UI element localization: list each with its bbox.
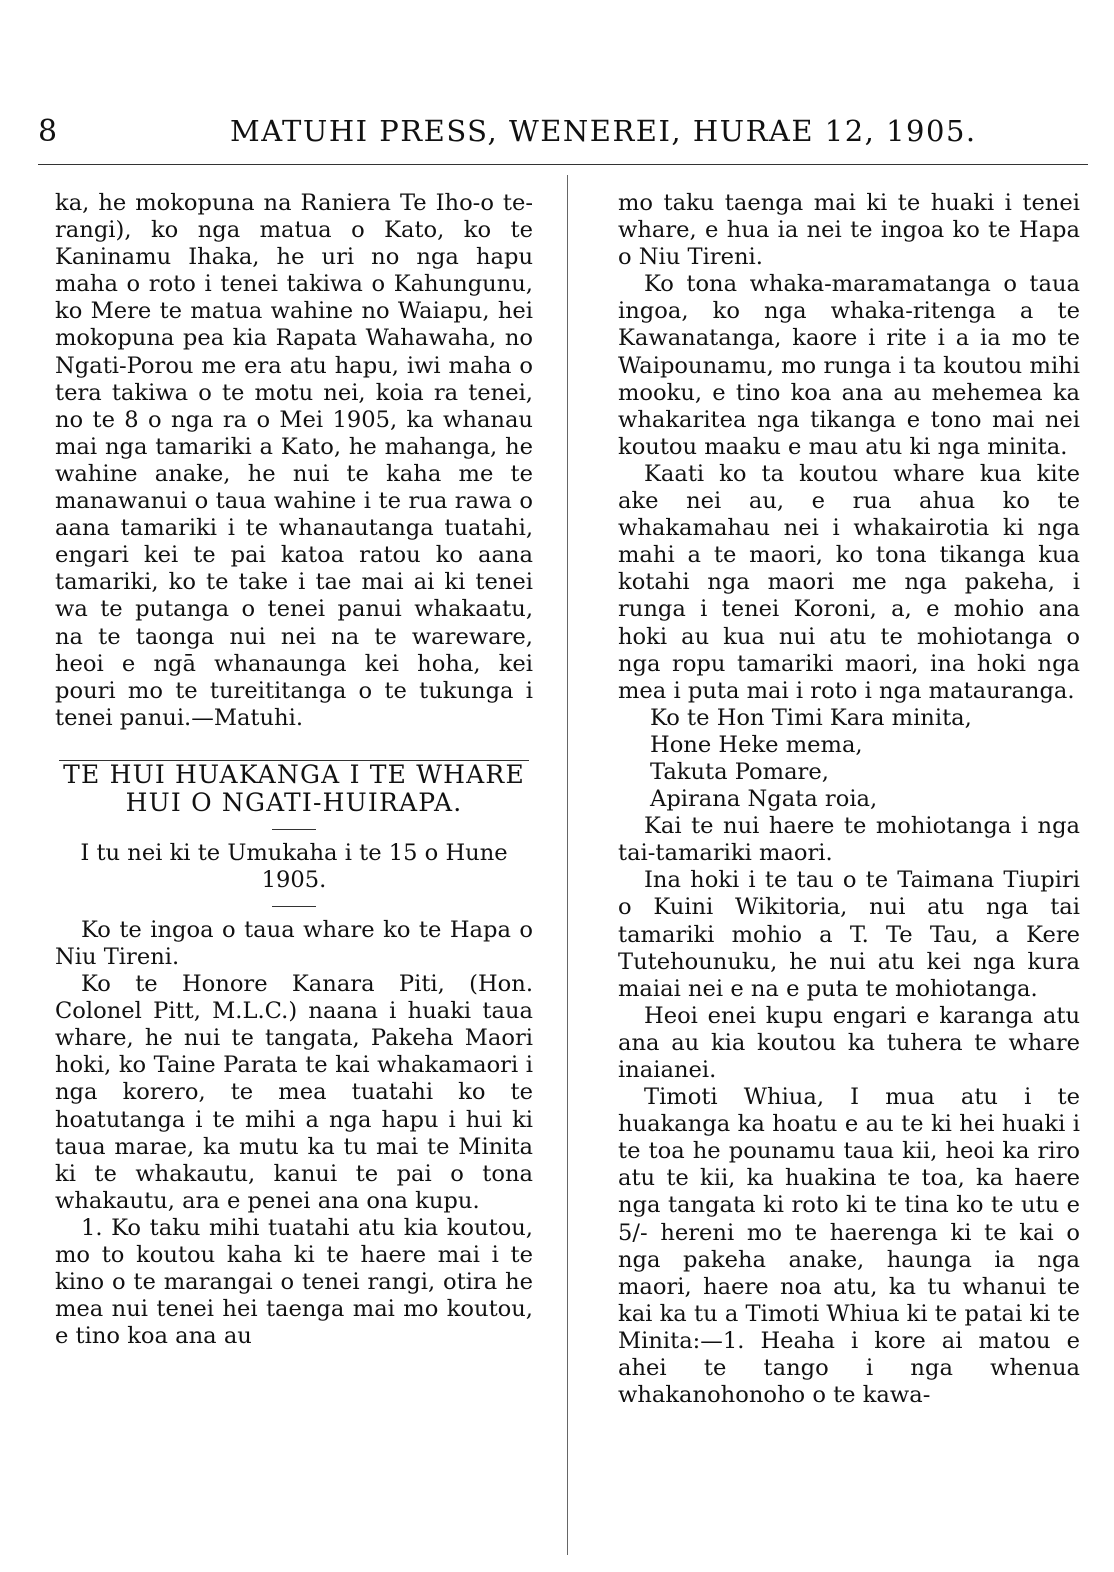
article-paragraph: Ko tona whaka-maramatanga o taua ingoa, ko nga whaka-ritenga a te Kawanatanga, kaore i rite i a ia mo te Waipounamu, mo runga i ta koutou mihi mooku, e tino koa ana au mehemea ka whakaritea nga tikanga e tono mai nei koutou maaku e mau atu ki nga minita. [618, 271, 1080, 460]
article-headline: TE HUI HUAKANGA I TE WHARE HUI O NGATI-HUIRAPA. [63, 759, 525, 817]
page-header [30, 112, 1090, 156]
article-paragraph: Kaati ko ta koutou whare kua kite ake nei au, e rua ahua ko te whakamahau nei i whakairotia ki nga mahi a te maori, ko tona tikanga kua kotahi nga maori me nga pakeha, i runga i tenei Koroni, a, e mohio ana hoki au kua nui atu te mohiotanga o nga ropu tamariki maori, ina hoki nga mea i puta mai i roto i nga matauranga. [618, 460, 1080, 704]
left-column [55, 190, 533, 1350]
headline-dash [272, 829, 316, 830]
article-subheadline: I tu nei ki te Umukaha i te 15 o Hune 1905. [80, 839, 508, 893]
masthead: MATUHI PRESS, WENEREI, HURAE 12, 1905. [230, 114, 977, 148]
member-list-item: Takuta Pomare, [650, 758, 829, 785]
article-paragraph: Ko te Honore Kanara Piti, (Hon. Colonel Pitt, M.L.C.) naana i huaki taua whare, he nui te tangata, Pakeha Maori hoki, ko Taine Parata te kai whakamaori i nga korero, te mea tuatahi ko te hoatutanga i te mihi a nga hapu i hui ki taua marae, ka mutu ka tu mai te Minita ki te whakautu, kanui te pai o tona whakautu, ara e penei ana ona kupu. [55, 971, 533, 1214]
column-divider [567, 175, 568, 1555]
article-paragraph: mo taku taenga mai ki te huaki i tenei whare, e hua ia nei te ingoa ko te Hapa o Niu Tireni. [618, 190, 1080, 271]
header-rule [38, 164, 1088, 165]
member-list-item: Hone Heke mema, [650, 731, 863, 758]
subheadline-dash [272, 906, 316, 907]
article-paragraph: Heoi enei kupu engari e karanga atu ana au kia koutou ka tuhera te whare inaianei. [618, 1002, 1080, 1083]
article-paragraph: Ko te ingoa o taua whare ko te Hapa o Niu Tireni. [55, 916, 533, 970]
right-column [618, 190, 1080, 1409]
article-paragraph: 1. Ko taku mihi tuatahi atu kia koutou, mo to koutou kaha ki te haere mai i te kino o te marangai o tenei rangi, otira he mea nui tenei hei taenga mai mo koutou, e tino koa ana au [55, 1214, 533, 1350]
intro-paragraph: ka, he mokopuna na Raniera Te Iho-o te-rangi), ko nga matua o Kato, ko te Kaninamu Ihaka, he uri no nga hapu maha o roto i tenei takiwa o Kahungunu, ko Mere te matua wahine no Waiapu, hei mokopuna pea kia Rapata Wahawaha, no Ngati-Porou me era atu hapu, iwi maha o tera takiwa o te motu nei, koia ra tenei, no te 8 o nga ra o Mei 1905, ka whanau mai nga tamariki a Kato, he mahanga, he wahine anake, he nui te kaha me te manawanui o taua wahine i te rua rawa o aana tamariki i te whanautanga tuatahi, engari kei te pai katoa ratou ko aana tamariki, ko te take i tae mai ai ki tenei wa te putanga o tenei panui whakaatu, na te taonga nui nei na te wareware, heoi e ngā whanaunga kei hoha, kei pouri mo te tureititanga o te tukunga i tenei panui.—Matuhi. [55, 190, 533, 731]
page-number: 8 [38, 114, 59, 149]
article-paragraph: Timoti Whiua, I mua atu i te huakanga ka hoatu e au te ki hei huaki i te toa he pounamu taua kii, heoi ka riro atu te kii, ka huakina te toa, ka haere nga tangata ki roto ki te tina ko te utu e 5/- hereni mo te haerenga ki te kai o nga pakeha anake, haunga ia nga maori, haere noa atu, ka tu whanui te kai ka tu a Timoti Whiua ki te patai ki te Minita:—1. Heaha i kore ai matou e ahei te tango i nga whenua whakanohonoho o te kawa- [618, 1084, 1080, 1409]
article-paragraph: Kai te nui haere te mohiotanga i nga tai-tamariki maori. [618, 813, 1080, 867]
member-list-item: Apirana Ngata roia, [650, 786, 878, 813]
article-paragraph: Ina hoki i te tau o te Taimana Tiupiri o Kuini Wikitoria, nui atu nga tai tamariki mohio a T. Te Tau, a Kere Tutehounuku, he nui atu kei nga kura maiai nei e na e puta te mohiotanga. [618, 867, 1080, 1002]
member-list-item: Ko te Hon Timi Kara minita, [650, 704, 972, 731]
